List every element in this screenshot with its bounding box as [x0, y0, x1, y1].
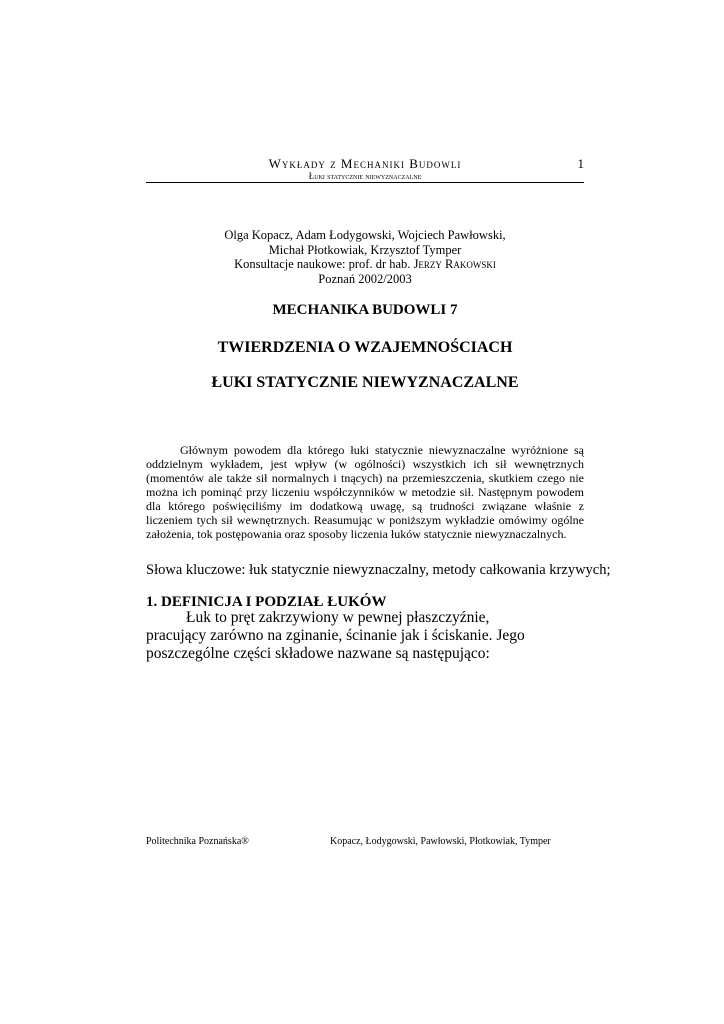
section-1-text: Łuk to pręt zakrzywiony w pewnej płaszczyźnie, pracujący zarówno na zginanie, ścinanie jak i ściskanie. Jego poszczególne części składowe nazwane są następująco: [146, 609, 525, 662]
topic-title-2: ŁUKI STATYCZNIE NIEWYZNACZALNE [211, 374, 519, 391]
authors-line-2: Michał Płotkowiak, Krzysztof Tymper [268, 242, 462, 257]
footer-authors: Kopacz, Łodygowski, Pawłowski, Płotkowiak, Tymper [330, 836, 551, 847]
header-divider [146, 182, 584, 183]
abstract-paragraph: Głównym powodem dla którego łuki statycznie niewyznaczalne wyróżnione są oddzielnym wykładem, jest wpływ (w ogólności) wszystkich ich sił wewnętrznych (momentów ale także sił normalnych i tnących) na przemieszczenia, skutkiem czego nie można ich pominąć przy liczeniu współczynników w metodzie sił. Następnym powodem dla którego poświęciliśmy im dodatkową uwagę, są trudności związane właśnie z liczeniem tych sił wewnętrznych. Reasumując w poniższym wykładzie omówimy ogólne założenia, tok postępowania oraz sposoby liczenia łuków statycznie niewyznaczalnych. [146, 443, 584, 541]
keywords-line: Słowa kluczowe: łuk statycznie niewyznaczalny, metody całkowania krzywych; [146, 562, 611, 578]
footer-institution: Politechnika Poznańska® [146, 836, 249, 847]
consultation-line [146, 257, 584, 272]
place-date: Poznań 2002/2003 [318, 271, 412, 286]
running-header-subtitle: Łuki statycznie niewyznaczalne [308, 171, 422, 181]
page-number: 1 [577, 156, 584, 171]
consultation-prefix: Konsultacje naukowe: prof. dr hab. [234, 257, 414, 271]
authors-line-1: Olga Kopacz, Adam Łodygowski, Wojciech Pawłowski, [224, 228, 506, 242]
course-title: MECHANIKA BUDOWLI 7 [272, 302, 458, 318]
consultant-name: Jerzy Rakowski [413, 257, 496, 271]
section-1-heading: 1. DEFINICJA I PODZIAŁ ŁUKÓW [146, 594, 387, 610]
running-header-title: Wykłady z Mechaniki Budowli [268, 156, 462, 171]
author-block [146, 228, 584, 286]
topic-title-1: TWIERDZENIA O WZAJEMNOŚCIACH [217, 339, 513, 356]
